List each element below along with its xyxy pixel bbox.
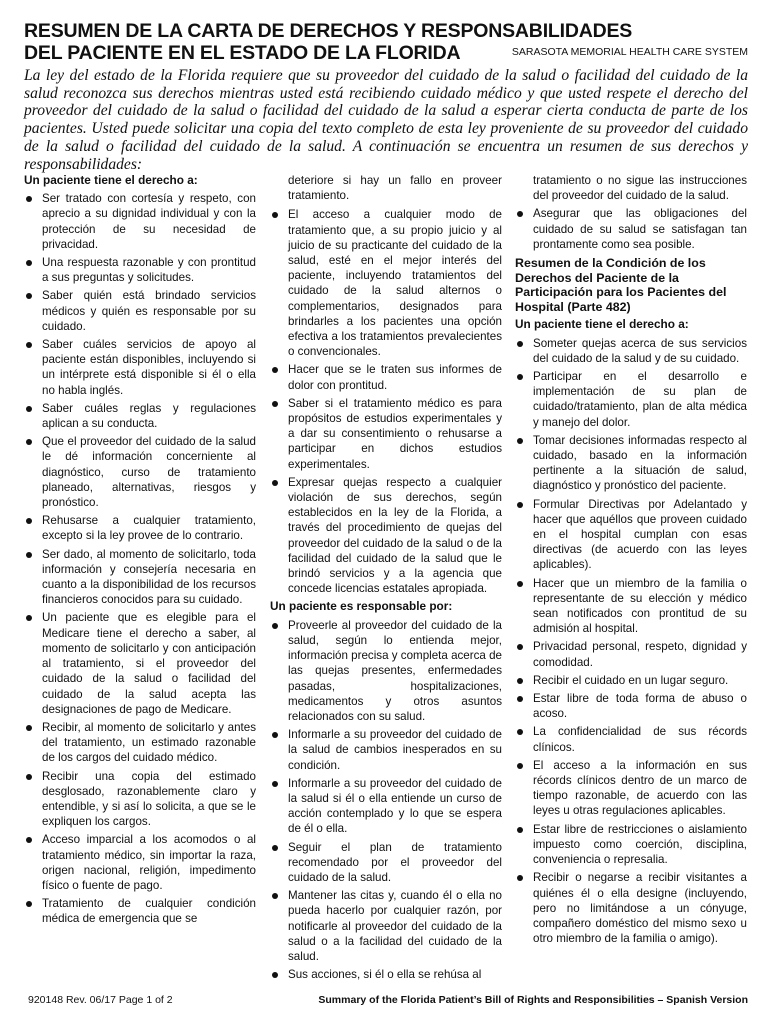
intro-paragraph: La ley del estado de la Florida requiere que su proveedor del cuidado de la salud o facilidad del cuidado de la salud reconozca sus derechos mientras usted está recibiendo cuidado médico y que usted respete el derecho del proveedor del cuidado de la salud o facilidad del cuidado de la salud a esperar cierta conducta de parte de los pacientes. Usted puede solicitar una copia del texto completo de esta ley proveniente de su proveedor del cuidado de la salud o facilidad del cuidado de la salud. A continuación se encuentra un resumen de sus derechos y responsabilidades: [24, 67, 748, 173]
list-item: El acceso a la información en sus récords clínicos dentro de un marco de tiempo razonable, de acuerdo con las leyes u otras regulaciones aplicables. [515, 758, 747, 819]
list-item: Informarle a su proveedor del cuidado de la salud si él o ella entiende un curso de acción contemplado y lo que se espera de él o ella. [270, 776, 502, 837]
organization-name: SARASOTA MEMORIAL HEALTH CARE SYSTEM [511, 46, 748, 58]
list-item: Tomar decisiones informadas respecto al cuidado, basado en la información pertinente a la situación de salud, diagnóstico y pronóstico del paciente. [515, 433, 747, 494]
list-item: Asegurar que las obligaciones del cuidado de su salud se satisfagan tan prontamente como sea posible. [515, 206, 747, 252]
part482-heading: Un paciente tiene el derecho a: [515, 317, 689, 332]
rights-list [24, 191, 256, 926]
list-item: Recibir una copia del estimado desglosado, razonablemente claro y entendible, y si así lo solicita, a que se le expliquen los cargos. [24, 769, 256, 830]
list-item: Tratamiento de cualquier condición médica de emergencia que se [24, 896, 256, 926]
list-item: Ser tratado con cortesía y respeto, con aprecio a su dignidad individual y con la protección de su necesidad de privacidad. [24, 191, 256, 252]
list-item: Estar libre de restricciones o aislamiento impuesto como coerción, disciplina, conveniencia o represalia. [515, 822, 747, 868]
list-item: Recibir el cuidado en un lugar seguro. [515, 673, 747, 688]
list-item: Mantener las citas y, cuando él o ella no pueda hacerlo por cualquier razón, por notificarle al proveedor del cuidado de la salud o a la facilidad del cuidado de la salud. [270, 888, 502, 964]
list-item: El acceso a cualquier modo de tratamiento que, a su propio juicio y al juicio de su practicante del cuidado de la salud, esté en el mejor interés del paciente, incluyendo tratamientos del cuidado de la salud alternos o complementarios, designados para brindarles a los pacientes una opción efectiva a los tratamientos prevalecientes o convencionales. [270, 207, 502, 359]
list-item: Saber quién está brindado servicios médicos y quién es responsable por su cuidado. [24, 288, 256, 334]
list-item: Recibir, al momento de solicitarlo y antes del tratamiento, un estimado razonable de los cargos del cuidado médico. [24, 720, 256, 766]
list-item-continuation: tratamiento o no sigue las instrucciones del proveedor del cuidado de la salud. [533, 174, 747, 203]
list-item: Hacer que un miembro de la familia o representante de su elección y médico sean notificados con prontitud de su admisión al hospital. [515, 576, 747, 637]
rights-list-continued [270, 207, 502, 596]
part482-list [515, 336, 747, 947]
list-item: Participar en el desarrollo e implementación de su plan de cuidado/tratamiento, plan de alta médica y manejo del dolor. [515, 369, 747, 430]
list-item: Informarle a su proveedor del cuidado de la salud de cambios inesperados en su condición. [270, 727, 502, 773]
column-2 [270, 173, 502, 993]
column-3 [515, 173, 747, 993]
list-item: Sus acciones, si él o ella se rehúsa al [270, 967, 502, 982]
list-item: Saber cuáles reglas y regulaciones aplican a su conducta. [24, 401, 256, 431]
list-item: Privacidad personal, respeto, dignidad y comodidad. [515, 639, 747, 669]
list-item: Acceso imparcial a los acomodos o al tratamiento médico, sin importar la raza, origen nacional, religión, impedimento físico o fuente de pago. [24, 832, 256, 893]
list-item: Saber cuáles servicios de apoyo al paciente están disponibles, incluyendo si un intérprete está disponible si él o ella no habla inglés. [24, 337, 256, 398]
title-line-2: DEL PACIENTE EN EL ESTADO DE LA FLORIDA [24, 42, 461, 64]
list-item: Hacer que se le traten sus informes de dolor con prontitud. [270, 362, 502, 392]
list-item: Que el proveedor del cuidado de la salud le dé información concerniente al diagnóstico, curso de tratamiento planeado, alternativas, riesgos y pronóstico. [24, 434, 256, 510]
list-item-continuation: deteriore si hay un fallo en proveer tratamiento. [288, 174, 502, 203]
list-item: La confidencialidad de sus récords clínicos. [515, 724, 747, 754]
list-item: Formular Directivas por Adelantado y hacer que aquéllos que proveen cuidado en el hospital cumplan con esas directivas (de acuerdo con las leyes aplicables). [515, 497, 747, 573]
rights-heading: Un paciente tiene el derecho a: [24, 173, 198, 187]
responsibilities-list [270, 618, 502, 983]
column-1 [24, 173, 256, 993]
list-item: Seguir el plan de tratamiento recomendado por el proveedor del cuidado de la salud. [270, 840, 502, 886]
list-item: Saber si el tratamiento médico es para propósitos de estudios experimentales y a dar su consentimiento o rehusarse a participar en dichos estudios experimentales. [270, 396, 502, 472]
title-line-1: RESUMEN DE LA CARTA DE DERECHOS Y RESPONSABILIDADES [24, 20, 633, 42]
responsibilities-heading: Un paciente es responsable por: [270, 599, 453, 614]
list-item: Expresar quejas respecto a cualquier violación de sus derechos, según establecidos en la ley de la Florida, a través del procedimiento de quejas del proveedor del cuidado de la salud o de la facilidad del cuidado de la salud que le brindó servicios y a la agencia que concede licencias estatales apropiada. [270, 475, 502, 597]
responsibilities-list-continued [515, 173, 747, 252]
list-item: Estar libre de toda forma de abuso o acoso. [515, 691, 747, 721]
list-item: Recibir o negarse a recibir visitantes a quiénes él o ella designe (incluyendo, pero no limitándose a un cónyuge, compañero doméstico del mismo sexo u otro miembro de la familia o amigo). [515, 870, 747, 946]
list-item: Someter quejas acerca de sus servicios del cuidado de la salud y de su cuidado. [515, 336, 747, 366]
footer-document-title: Summary of the Florida Patient’s Bill of Rights and Responsibilities – Spanish Version [318, 994, 748, 1006]
list-item: Ser dado, al momento de solicitarlo, toda información y consejería necesaria en cuanto a la disponibilidad de los recursos financieros conocidos para su cuidado. [24, 547, 256, 608]
footer-revision: 920148 Rev. 06/17 Page 1 of 2 [28, 994, 173, 1006]
list-item: Una respuesta razonable y con prontitud a sus preguntas y solicitudes. [24, 255, 256, 285]
part482-title: Resumen de la Condición de los Derechos del Paciente de la Participación para los Pacientes del Hospital (Parte 482) [515, 256, 727, 314]
list-item: Un paciente que es elegible para el Medicare tiene el derecho a saber, al momento de solicitarlo y con anticipación al tratamiento, si el proveedor del cuidado de la salud o facilidad del cuidado de la salud acepta las designaciones de pago de Medicare. [24, 610, 256, 716]
list-item: Rehusarse a cualquier tratamiento, excepto si la ley provee de lo contrario. [24, 513, 256, 543]
list-item: Proveerle al proveedor del cuidado de la salud, según lo entienda mejor, información precisa y completa acerca de las quejas presentes, enfermedades pasadas, hospitalizaciones, medicamentos y otros asuntos relacionados con su salud. [270, 618, 502, 724]
